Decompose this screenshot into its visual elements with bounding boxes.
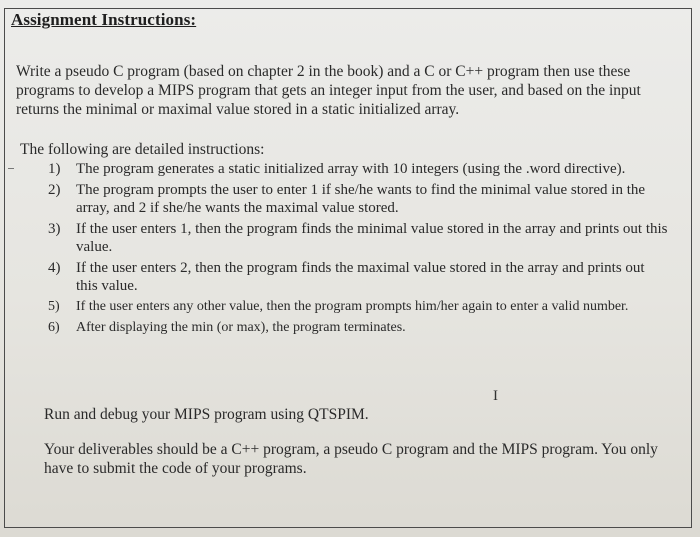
step-text: If the user enters 1, then the program finds the minimal value stored in the array and prints out this value. — [76, 221, 668, 255]
list-item — [48, 259, 668, 295]
list-item — [48, 298, 668, 316]
instruction-list — [48, 160, 668, 340]
list-item — [48, 319, 668, 337]
assignment-heading: Assignment Instructions: — [11, 10, 197, 29]
list-item — [48, 220, 668, 256]
deliverables-paragraph: Your deliverables should be a C++ program, a pseudo C program and the MIPS program. You only have to submit the code of your programs. — [44, 441, 658, 477]
list-item — [48, 160, 668, 178]
step-number: 4) — [48, 260, 61, 276]
intro-paragraph: Write a pseudo C program (based on chapter 2 in the book) and a C or C++ program then use these programs to develop a MIPS program that gets an integer input from the user, and based on the input returns the minimal or maximal value stored in a static initialized array. — [16, 63, 641, 118]
margin-mark — [8, 168, 14, 169]
step-text: The program generates a static initialized array with 10 integers (using the .word directive). — [76, 161, 626, 177]
step-text: If the user enters 2, then the program finds the maximal value stored in the array and prints out this value. — [76, 260, 645, 294]
step-number: 1) — [48, 161, 61, 177]
step-number: 2) — [48, 182, 61, 198]
step-number: 3) — [48, 221, 61, 237]
step-number: 6) — [48, 320, 60, 335]
list-item — [48, 181, 668, 217]
step-text: After displaying the min (or max), the program terminates. — [76, 320, 406, 335]
step-text: The program prompts the user to enter 1 if she/he wants to find the minimal value stored in the array, and 2 if she/he wants the maximal value stored. — [76, 182, 646, 216]
step-number: 5) — [48, 299, 60, 314]
details-lead: The following are detailed instructions: — [20, 141, 265, 158]
run-instruction: Run and debug your MIPS program using QTSPIM. — [44, 406, 369, 423]
text-cursor-icon: I — [493, 388, 498, 404]
step-text: If the user enters any other value, then the program prompts him/her again to enter a valid number. — [76, 299, 629, 314]
